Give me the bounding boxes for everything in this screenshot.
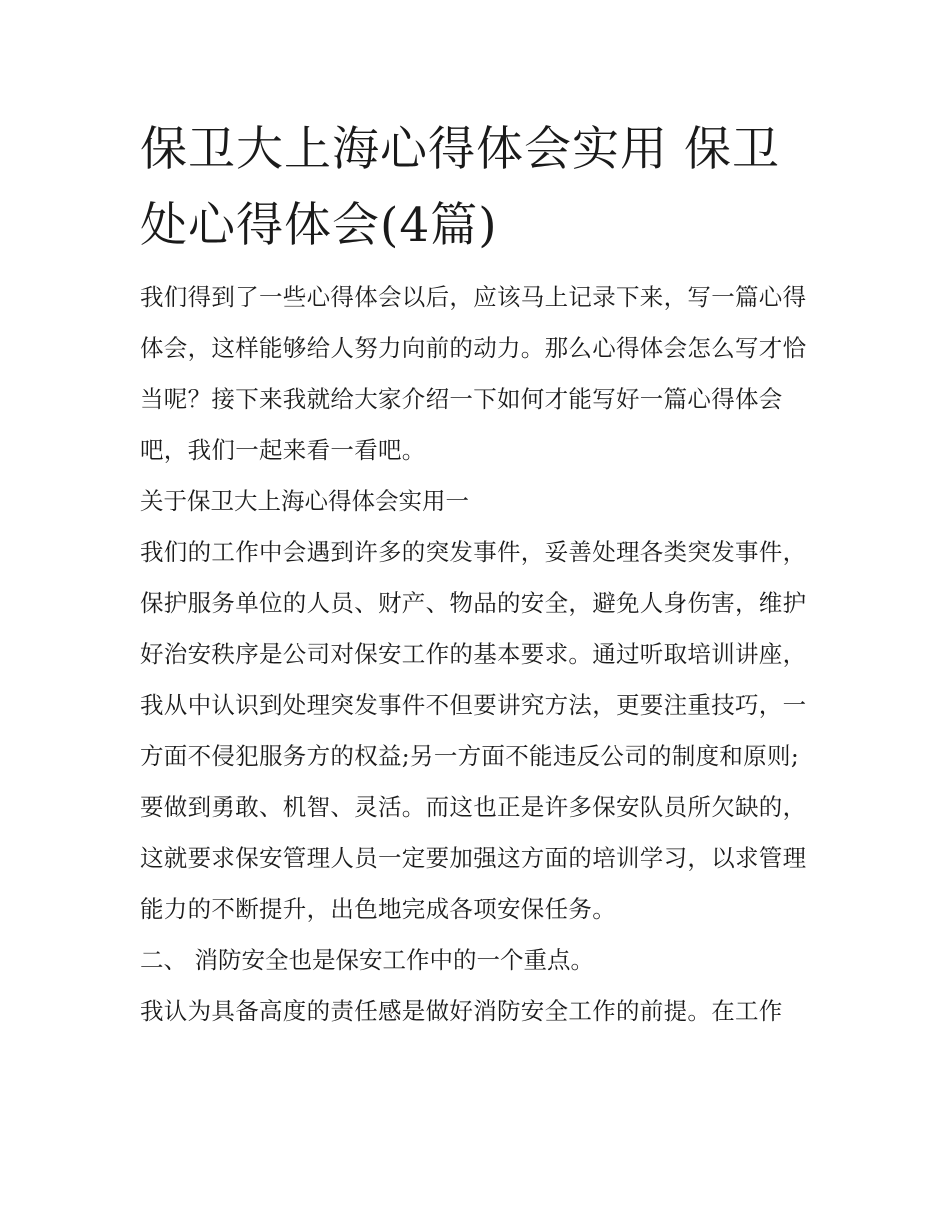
body-paragraph: 我们的工作中会遇到许多的突发事件，妥善处理各类突发事件，保护服务单位的人员、财产、物品的安全，避免人身伤害，维护好治安秩序是公司对保安工作的基本要求。通过听取培训讲座，我从中认识到处理突发事件不但要讲究方法，更要注重技巧，一方面不侵犯服务方的权益;另一方面不能违反公司的制度和原则;要做到勇敢、机智、灵活。而这也正是许多保安队员所欠缺的，这就要求保安管理人员一定要加强这方面的培训学习，以求管理能力的不断提升，出色地完成各项安保任务。 bbox=[140, 538, 807, 923]
document-content bbox=[140, 112, 815, 1037]
subsection-heading: 二、 消防安全也是保安工作中的一个重点。 bbox=[140, 946, 594, 974]
document-body bbox=[140, 272, 815, 1037]
document-title: 保卫大上海心得体会实用 保卫处心得体会(4篇) bbox=[140, 122, 780, 253]
body-paragraph: 我认为具备高度的责任感是做好消防安全工作的前提。在工作 bbox=[140, 997, 783, 1025]
section-heading: 关于保卫大上海心得体会实用一 bbox=[140, 487, 469, 515]
intro-paragraph: 我们得到了一些心得体会以后，应该马上记录下来，写一篇心得体会，这样能够给人努力向前的动力。那么心得体会怎么写才恰当呢？接下来我就给大家介绍一下如何才能写好一篇心得体会吧，我们一起来看一看吧。 bbox=[140, 283, 807, 464]
